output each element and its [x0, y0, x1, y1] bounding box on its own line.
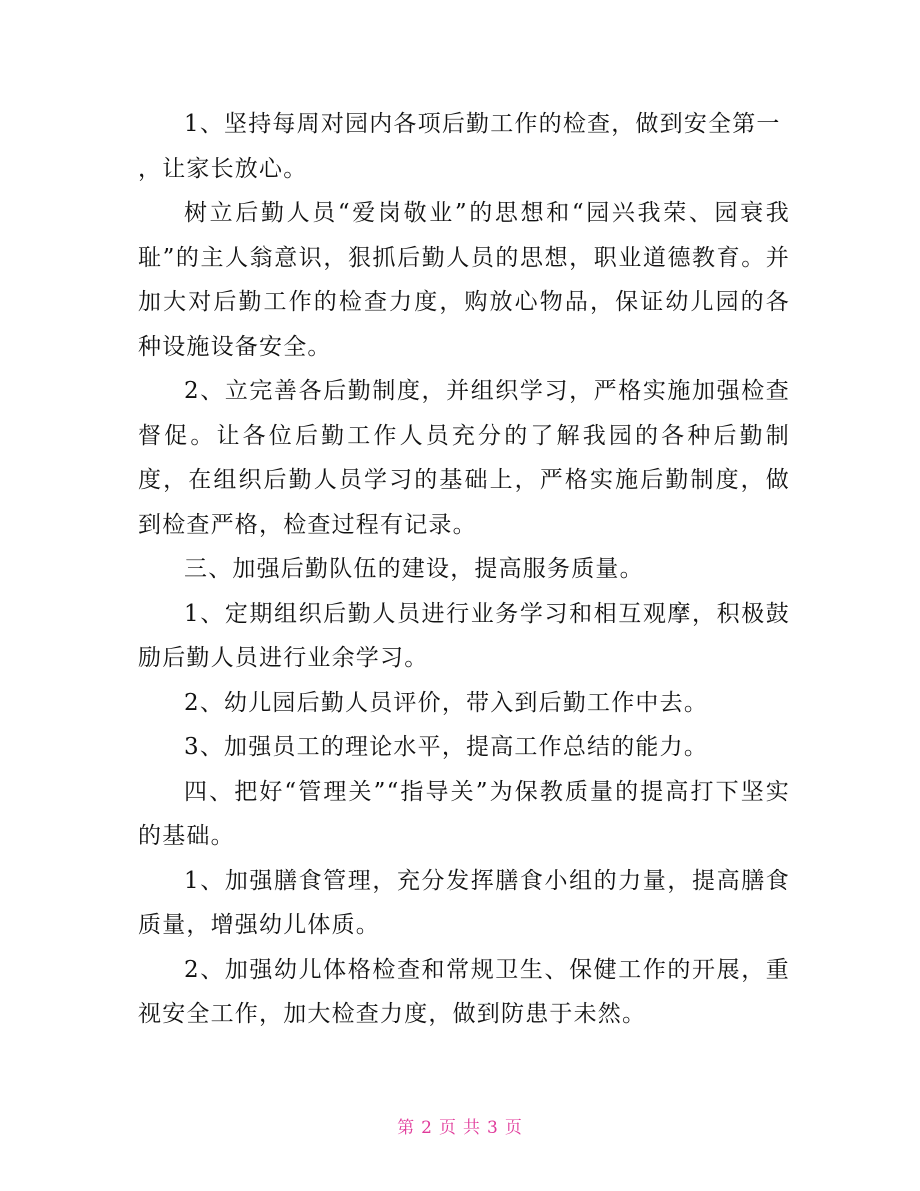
footer-total-label: 共 — [463, 1118, 481, 1138]
page-footer — [0, 1113, 920, 1138]
section-heading: 四、把好“管理关”“指导关”为保教质量的提高打下坚实的基础。 — [138, 778, 790, 849]
paragraph: 2、加强幼儿体格检查和常规卫生、保健工作的开展，重视安全工作，加大检查力度，做到防患于未然。 — [138, 956, 790, 1027]
footer-current-page: 2 — [421, 1118, 433, 1138]
document-body — [138, 102, 790, 1037]
footer-total-pages: 3 — [487, 1118, 499, 1138]
section-heading: 三、加强后勤队伍的建设，提高服务质量。 — [184, 556, 644, 582]
paragraph: 3、加强员工的理论水平，提高工作总结的能力。 — [184, 734, 709, 760]
paragraph: 2、立完善各后勤制度，并组织学习，严格实施加强检查督促。让各位后勤工作人员充分的了解我园的各种后勤制度，在组织后勤人员学习的基础上，严格实施后勤制度，做到检查严格，检查过程有记录。 — [138, 378, 790, 538]
paragraph: ，让家长放心。 — [138, 155, 308, 182]
paragraph: 2、幼儿园后勤人员评价，带入到后勤工作中去。 — [184, 689, 709, 716]
footer-page-unit: 页 — [439, 1118, 457, 1138]
paragraph: 1、坚持每周对园内各项后勤工作的检查，做到安全第一 — [184, 111, 781, 137]
paragraph: 树立后勤人员“爱岗敬业”的思想和“园兴我荣、园衰我耻”的主人翁意识，狠抓后勤人员的思想，职业道德教育。并加大对后勤工作的检查力度，购放心物品，保证幼儿园的各种设施设备安全。 — [138, 200, 790, 360]
footer-suffix: 页 — [504, 1118, 523, 1138]
footer-prefix: 第 — [397, 1118, 416, 1138]
paragraph: 1、加强膳食管理，充分发挥膳食小组的力量，提高膳食质量，增强幼儿体质。 — [138, 867, 790, 938]
paragraph: 1、定期组织后勤人员进行业务学习和相互观摩，积极鼓励后勤人员进行业余学习。 — [138, 600, 790, 671]
